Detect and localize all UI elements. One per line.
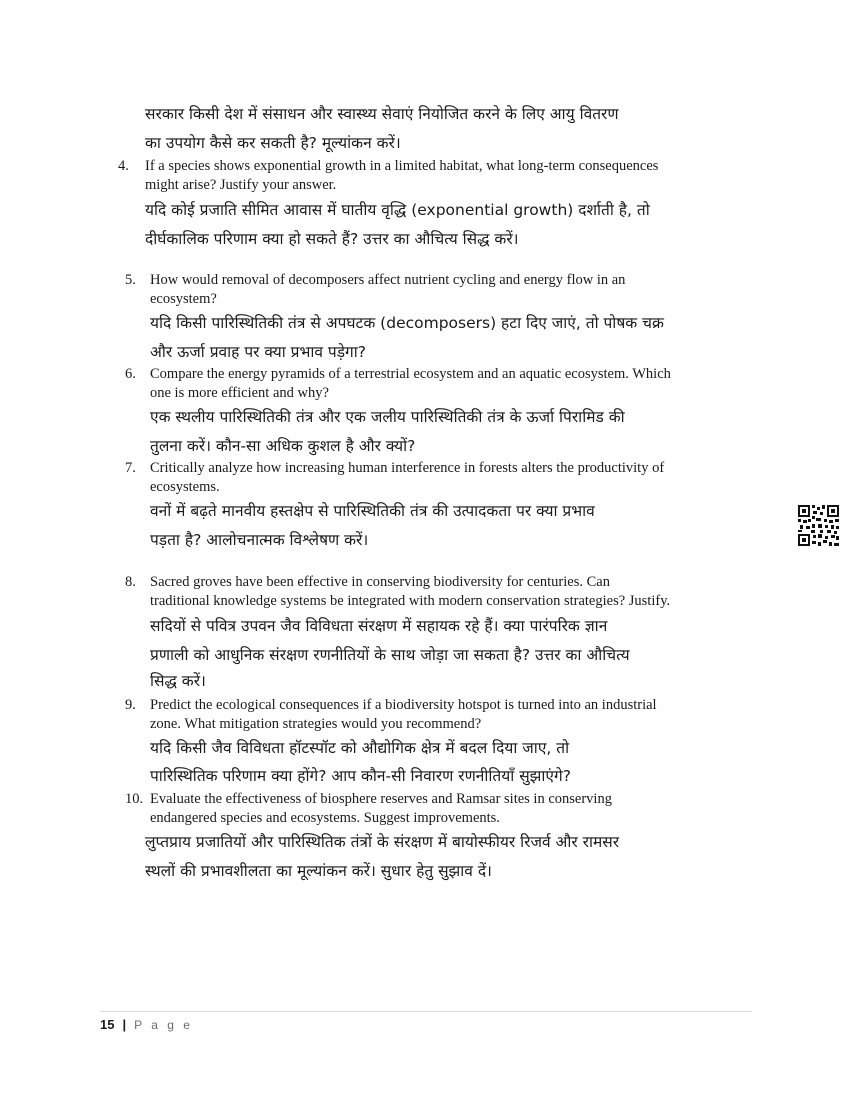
question-hindi-line: यदि कोई प्रजाति सीमित आवास में घातीय वृद्धि (exponential growth) दर्शाती है, तो xyxy=(145,201,650,219)
question-english-line: ecosystems. xyxy=(150,479,220,495)
question-hindi-line: एक स्थलीय पारिस्थितिकी तंत्र और एक जलीय पारिस्थितिकी तंत्र के ऊर्जा पिरामिड की xyxy=(150,408,625,426)
question-hindi-line: यदि किसी पारिस्थितिकी तंत्र से अपघटक (decomposers) हटा दिए जाएं, तो पोषक चक्र xyxy=(150,314,664,332)
intro-hindi-line-2: का उपयोग कैसे कर सकती है? मूल्यांकन करें। xyxy=(145,134,401,152)
question-english-line: Sacred groves have been effective in conserving biodiversity for centuries. Can xyxy=(150,574,610,590)
question-hindi-line: पारिस्थितिक परिणाम क्या होंगे? आप कौन-सी निवारण रणनीतियाँ सुझाएंगे? xyxy=(150,767,571,785)
question-number: 9. xyxy=(125,697,136,713)
question-number: 5. xyxy=(125,272,136,288)
question-english-line: might arise? Justify your answer. xyxy=(145,177,337,193)
question-english-line: Evaluate the effectiveness of biosphere reserves and Ramsar sites in conserving xyxy=(150,791,612,807)
question-english-line: Compare the energy pyramids of a terrestrial ecosystem and an aquatic ecosystem. Which xyxy=(150,366,671,382)
question-hindi-line: वनों में बढ़ते मानवीय हस्तक्षेप से पारिस्थितिकी तंत्र की उत्पादकता पर क्या प्रभाव xyxy=(150,502,595,520)
qr-code-icon xyxy=(798,505,839,546)
question-english-line: How would removal of decomposers affect nutrient cycling and energy flow in an xyxy=(150,272,626,288)
question-hindi-line: तुलना करें। कौन-सा अधिक कुशल है और क्यों? xyxy=(150,437,416,455)
question-hindi-line: स्थलों की प्रभावशीलता का मूल्यांकन करें। सुधार हेतु सुझाव दें। xyxy=(145,862,492,880)
question-number: 7. xyxy=(125,460,136,476)
page-number: 15 xyxy=(100,1017,115,1032)
question-number: 4. xyxy=(118,158,129,174)
question-hindi-line: लुप्तप्राय प्रजातियों और पारिस्थितिक तंत्रों के संरक्षण में बायोस्फीयर रिजर्व और रामसर xyxy=(145,833,620,851)
page-label: P a g e xyxy=(134,1018,193,1032)
question-hindi-line: सदियों से पवित्र उपवन जैव विविधता संरक्षण में सहायक रहे हैं। क्या पारंपरिक ज्ञान xyxy=(150,617,608,635)
question-number: 8. xyxy=(125,574,136,590)
question-english-line: one is more efficient and why? xyxy=(150,385,329,401)
question-english-line: ecosystem? xyxy=(150,291,217,307)
question-hindi-line: सिद्ध करें। xyxy=(150,672,206,690)
footer-divider xyxy=(100,1011,752,1012)
question-number: 6. xyxy=(125,366,136,382)
question-hindi-line: और ऊर्जा प्रवाह पर क्या प्रभाव पड़ेगा? xyxy=(150,343,366,361)
question-english-line: Critically analyze how increasing human interference in forests alters the productivity of xyxy=(150,460,665,476)
question-hindi-line: दीर्घकालिक परिणाम क्या हो सकते हैं? उत्तर का औचित्य सिद्ध करें। xyxy=(145,230,519,248)
question-number: 10. xyxy=(125,791,144,807)
question-english-line: zone. What mitigation strategies would you recommend? xyxy=(150,716,482,732)
question-english-line: Predict the ecological consequences if a biodiversity hotspot is turned into an industrial xyxy=(150,697,657,713)
question-hindi-line: प्रणाली को आधुनिक संरक्षण रणनीतियों के साथ जोड़ा जा सकता है? उत्तर का औचित्य xyxy=(150,646,630,664)
question-english-line: traditional knowledge systems be integrated with modern conservation strategies? Justify. xyxy=(150,593,671,609)
question-english-line: endangered species and ecosystems. Suggest improvements. xyxy=(150,810,500,826)
page-footer xyxy=(100,1016,193,1034)
question-hindi-line: पड़ता है? आलोचनात्मक विश्लेषण करें। xyxy=(150,531,369,549)
footer-separator: | xyxy=(122,1017,127,1032)
question-english-line: If a species shows exponential growth in a limited habitat, what long-term consequences xyxy=(145,158,659,174)
intro-hindi-line-1: सरकार किसी देश में संसाधन और स्वास्थ्य सेवाएं नियोजित करने के लिए आयु वितरण xyxy=(145,105,619,123)
question-hindi-line: यदि किसी जैव विविधता हॉटस्पॉट को औद्योगिक क्षेत्र में बदल दिया जाए, तो xyxy=(150,739,570,757)
